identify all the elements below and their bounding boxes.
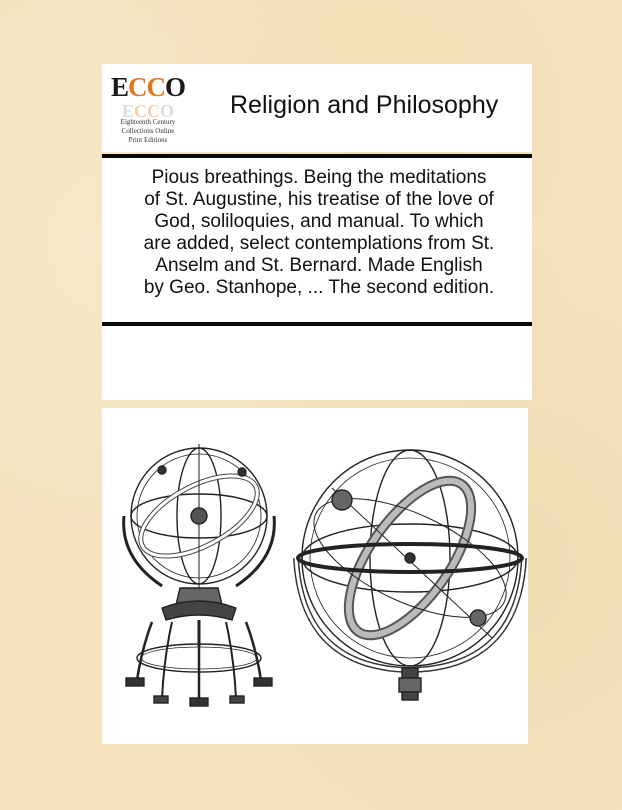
title-line: of St. Augustine, his treatise of the love of xyxy=(144,189,494,210)
armillary-sphere-on-stand xyxy=(124,444,275,706)
logo-caption-line: Collections Online xyxy=(121,127,175,135)
category-heading: Religion and Philosophy xyxy=(230,91,499,119)
armillary-spheres-illustration xyxy=(102,408,528,744)
armillary-sphere-half-ring xyxy=(296,450,524,700)
logo-letter-reflection: C xyxy=(134,101,147,121)
logo-letter-reflection: C xyxy=(147,101,160,121)
book-title xyxy=(110,167,528,299)
title-line: by Geo. Stanhope, ... The second edition. xyxy=(143,277,495,298)
logo-caption-line: Print Editions xyxy=(128,136,168,144)
blank-panel xyxy=(102,326,532,400)
ecco-logo xyxy=(110,70,186,148)
header-panel xyxy=(102,64,532,152)
logo-letter: C xyxy=(128,71,147,102)
title-line: Pious breathings. Being the meditations xyxy=(151,167,487,188)
logo-letter: O xyxy=(165,71,186,102)
illustration-panel xyxy=(102,408,528,744)
title-line: Anselm and St. Bernard. Made English xyxy=(155,255,483,276)
logo-letters xyxy=(110,72,186,102)
title-line: are added, select contemplations from St. xyxy=(143,233,495,254)
title-panel xyxy=(102,158,532,322)
title-line: God, soliloquies, and manual. To which xyxy=(154,211,484,232)
logo-letter-reflection: E xyxy=(121,101,134,121)
logo-caption-line: Eighteenth Century xyxy=(120,118,176,126)
logo-letter: E xyxy=(110,71,128,102)
logo-reflection xyxy=(110,101,186,121)
logo-letter: C xyxy=(146,71,165,102)
logo-letter-reflection: O xyxy=(160,101,175,121)
